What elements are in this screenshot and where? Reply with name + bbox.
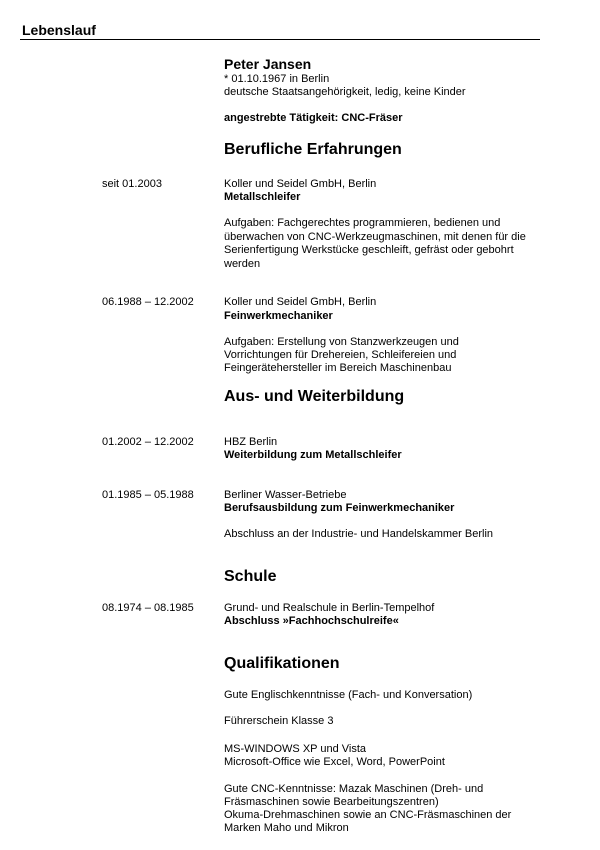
experience-task-line: Serienfertigung Werkstücke geschleift, gefräst oder gebohrt (224, 244, 514, 256)
person-details: deutsche Staatsangehörigkeit, ledig, keine Kinder (224, 86, 466, 98)
school-title: Abschluss »Fachhochschulreife« (224, 615, 399, 627)
education-date: 01.1985 – 05.1988 (102, 489, 194, 501)
document-title: Lebenslauf (22, 22, 96, 38)
target-job (224, 112, 403, 126)
qualification-line: Gute Englischkenntnisse (Fach- und Konversation) (224, 689, 473, 701)
qualification-line: Okuma-Drehmaschinen sowie an CNC-Fräsmaschinen der (224, 809, 512, 821)
experience-task-line: überwachen von CNC-Werkzeugmaschinen, mit denen für die (224, 231, 526, 243)
education-institution: Berliner Wasser-Betriebe (224, 489, 347, 501)
experience-position: Metallschleifer (224, 191, 301, 203)
qualification-line: Fräsmaschinen sowie Bearbeitungszentren) (224, 796, 439, 808)
target-job-value: CNC-Fräser (338, 112, 403, 124)
experience-task-line: Aufgaben: Fachgerechtes programmieren, bedienen und (224, 217, 501, 229)
experience-task-line: Aufgaben: Erstellung von Stanzwerkzeugen und (224, 336, 459, 348)
qualification-line: Marken Maho und Mikron (224, 822, 349, 834)
experience-task-line: Vorrichtungen für Drehereien, Schleifereien und (224, 349, 457, 361)
education-note: Abschluss an der Industrie- und Handelskammer Berlin (224, 528, 494, 540)
section-heading-school: Schule (224, 568, 277, 585)
school-institution: Grund- und Realschule in Berlin-Tempelhof (224, 602, 435, 614)
qualification-line: MS-WINDOWS XP und Vista (224, 743, 367, 755)
person-name: Peter Jansen (224, 56, 312, 72)
experience-date: seit 01.2003 (102, 178, 162, 190)
school-date: 08.1974 – 08.1985 (102, 602, 194, 614)
experience-task-line: werden (224, 258, 261, 270)
qualification-line: Gute CNC-Kenntnisse: Mazak Maschinen (Dreh- und (224, 783, 484, 795)
education-institution: HBZ Berlin (224, 436, 278, 448)
person-birth: * 01.10.1967 in Berlin (224, 73, 330, 85)
experience-date: 06.1988 – 12.2002 (102, 296, 194, 308)
experience-employer: Koller und Seidel GmbH, Berlin (224, 178, 377, 190)
title-rule (20, 39, 540, 40)
experience-position: Feinwerkmechaniker (224, 310, 333, 322)
section-heading-qualifications: Qualifikationen (224, 655, 340, 672)
experience-employer: Koller und Seidel GmbH, Berlin (224, 296, 377, 308)
experience-task-line: Feingerätehersteller im Bereich Maschinenbau (224, 362, 452, 374)
qualification-line: Führerschein Klasse 3 (224, 715, 334, 727)
education-date: 01.2002 – 12.2002 (102, 436, 194, 448)
education-title: Weiterbildung zum Metallschleifer (224, 449, 402, 461)
education-title: Berufsausbildung zum Feinwerkmechaniker (224, 502, 455, 514)
section-heading-experience: Berufliche Erfahrungen (224, 141, 402, 158)
target-job-label: angestrebte Tätigkeit: (224, 112, 339, 124)
qualification-line: Microsoft-Office wie Excel, Word, PowerPoint (224, 756, 445, 768)
section-heading-education: Aus- und Weiterbildung (224, 388, 405, 405)
